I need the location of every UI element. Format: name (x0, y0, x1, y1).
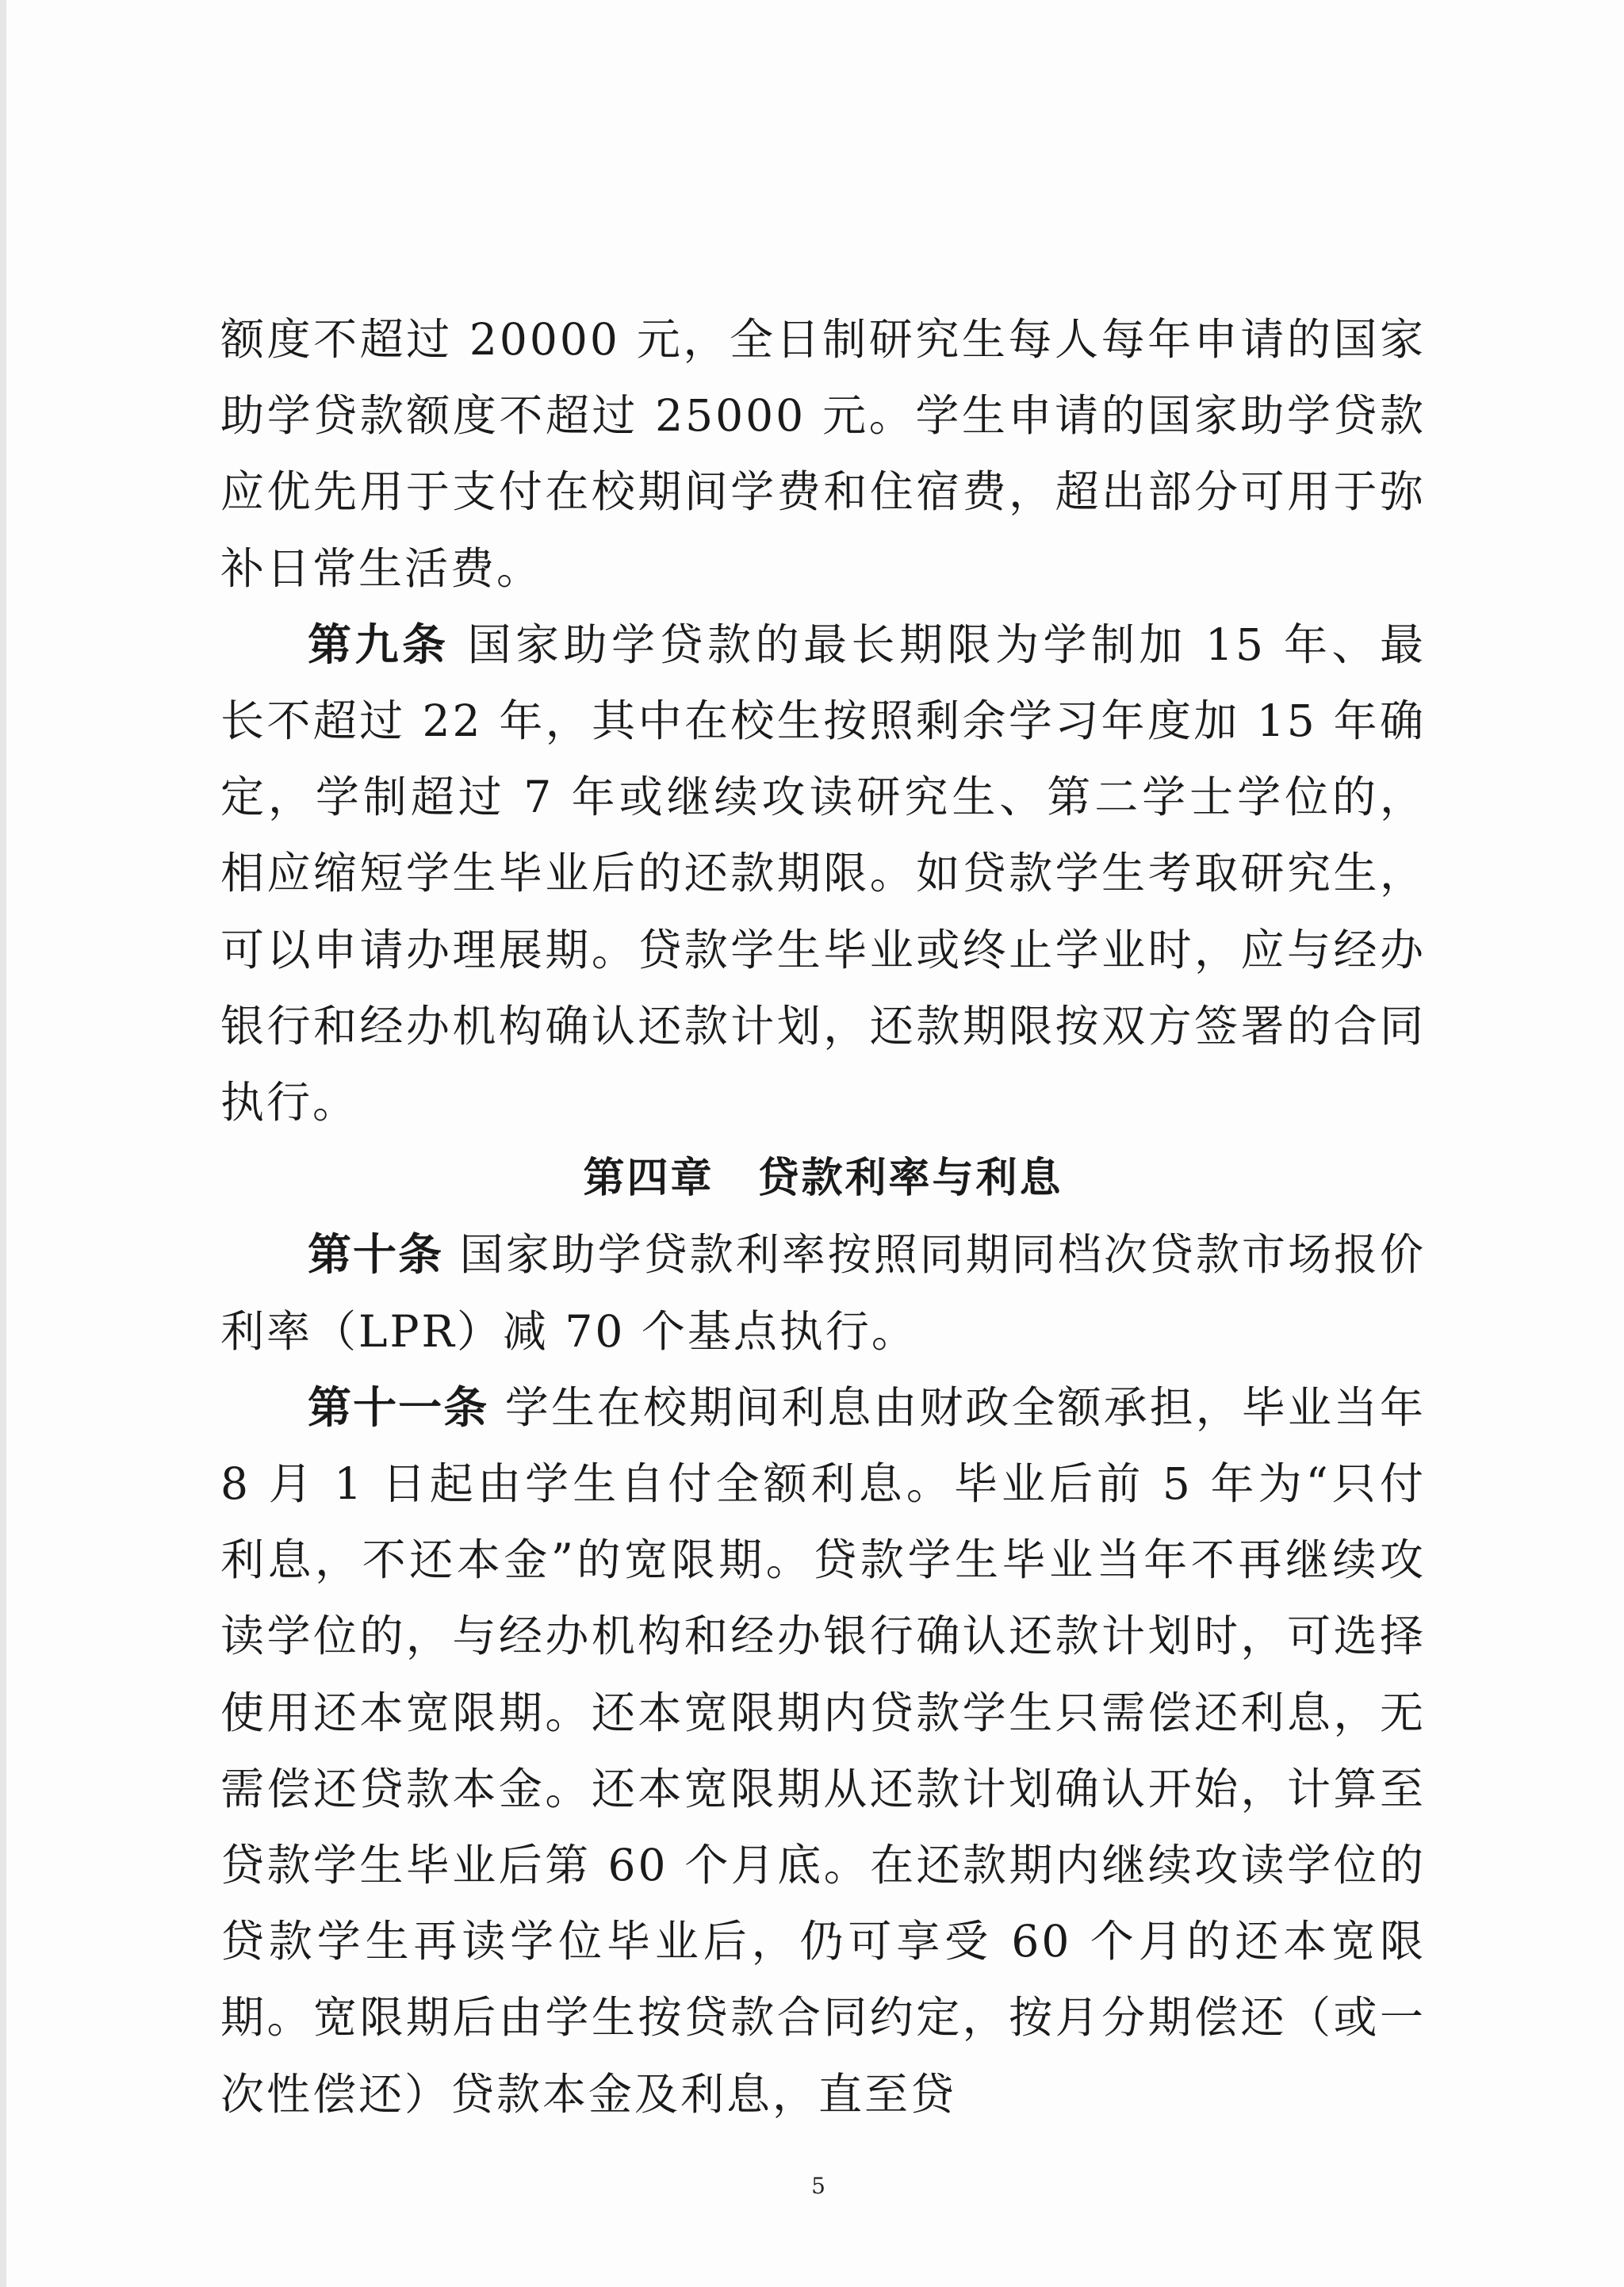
paragraph-text: 国家助学贷款利率按照同期同档次贷款市场报价利率（LPR）减 70 个基点执行。 (220, 1229, 1426, 1357)
paragraph-text: 国家助学贷款的最长期限为学制加 15 年、最长不超过 22 年，其中在校生按照剩余学习年度加 15 年确定，学制超过 7 年或继续攻读研究生、第二学士学位的，相应缩短学生毕业后的还款期限。如贷款学生考取研究生，可以申请办理展期。贷款学生毕业或终止学业时，应与经办银行和经办机构确认还款计划，还款期限按双方签署的合同执行。 (220, 619, 1426, 1128)
article-number: 第十一条 (308, 1381, 489, 1433)
article-number: 第十条 (308, 1229, 444, 1281)
body-text (220, 301, 1426, 2132)
page-number: 5 (811, 2173, 825, 2199)
paragraph-article-8-continued (220, 301, 1426, 607)
paragraph-text: 额度不超过 20000 元，全日制研究生每人每年申请的国家助学贷款额度不超过 25000 元。学生申请的国家助学贷款应优先用于支付在校期间学费和住宿费，超出部分可用于弥补日常生活费。 (220, 314, 1426, 594)
paragraph-text: 学生在校期间利息由财政全额承担，毕业当年 8 月 1 日起由学生自付全额利息。毕业后前 5 年为“只付利息，不还本金”的宽限期。贷款学生毕业当年不再继续攻读学位的，与经办机构和经办银行确认还款计划时，可选择使用还本宽限期。还本宽限期内贷款学生只需偿还利息，无需偿还贷款本金。还本宽限期从还款计划确认开始，计算至贷款学生毕业后第 60 个月底。在还款期内继续攻读学位的贷款学生再读学位毕业后，仍可享受 60 个月的还本宽限期。宽限期后由学生按贷款合同约定，按月分期偿还（或一次性偿还）贷款本金及利息，直至贷 (220, 1381, 1426, 2120)
paragraph-article-9 (220, 607, 1426, 1140)
paragraph-article-11 (220, 1370, 1426, 2132)
chapter-heading: 第四章 贷款利率与利息 (583, 1155, 1063, 1203)
paragraph-article-10 (220, 1216, 1426, 1369)
article-number: 第九条 (308, 619, 450, 670)
